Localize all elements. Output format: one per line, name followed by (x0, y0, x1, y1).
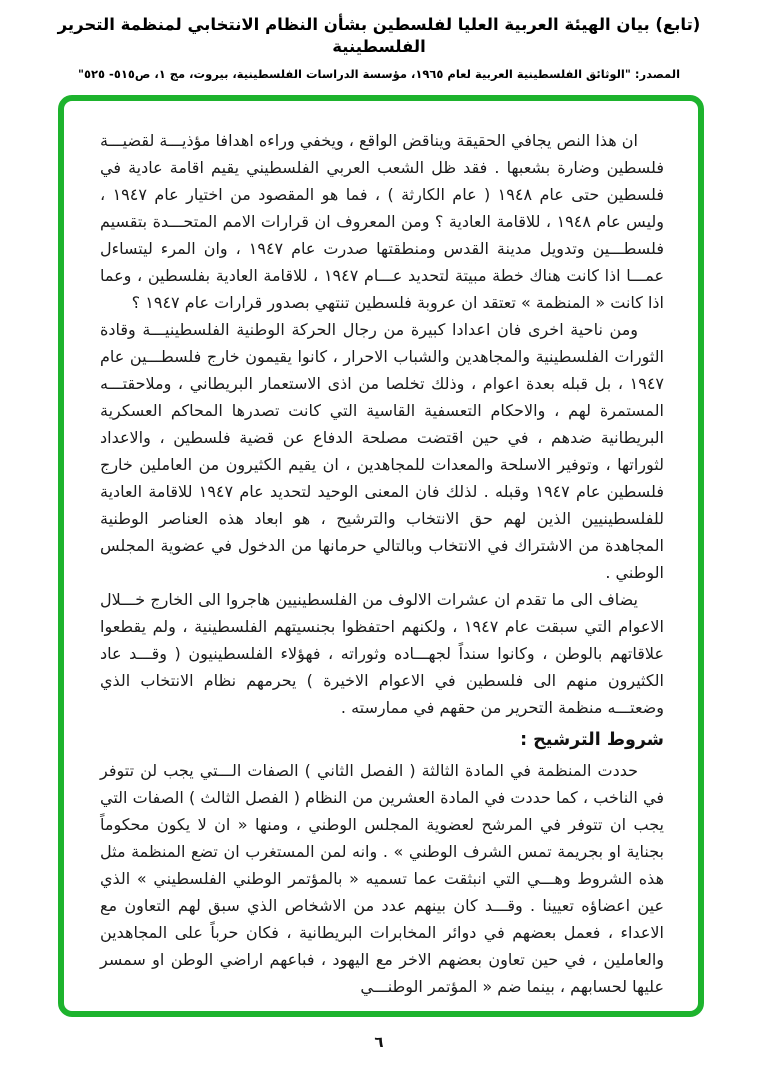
document-source-line: المصدر: "الوثائق الفلسطينية العربية لعام ١٩٦٥، مؤسسة الدراسات الفلسطينية، بيروت، مج ١، ص٥١٥- ٥٢٥" (77, 67, 681, 81)
green-highlight-box (58, 95, 704, 1017)
document-header (0, 14, 758, 81)
paragraph-1: ان هذا النص يجافي الحقيقة ويناقض الواقع ، ويخفي وراءه اهدافا مؤذيـــة لقضيـــة فلسطين وضارة بشعبها . فقد ظل الشعب العربي الفلسطيني يقيم اقامة عادية في فلسطين حتى عام ١٩٤٨ ( عام الكارثة ) ، فما هو المقصود من اختيار عام ١٩٤٧ ، وليس عام ١٩٤٨ ، للاقامة العادية ؟ ومن المعروف ان قرارات الامم المتحـــدة بتقسيم فلسطـــين وتدويل مدينة القدس ومنطقتها صدرت عام ١٩٤٧ ، وان المرء ليتساءل عمـــا اذا كانت هناك خطة مبيتة لتحديد عـــام ١٩٤٧ ، للاقامة العادية بفلسطين ، وعما اذا كانت « المنظمة » تعتقد ان عروبة فلسطين تنتهي بصدور قرارات عام ١٩٤٧ ؟ (100, 131, 665, 312)
page-number: ٦ (374, 1033, 384, 1051)
paragraph-2: ومن ناحية اخرى فان اعدادا كبيرة من رجال الحركة الوطنية الفلسطينيـــة وقادة الثورات الفلسطينية والمجاهدين والشباب الاحرار ، كانوا يقيمون خارج فلسطـــين عام ١٩٤٧ ، بل قبله بعدة اعوام ، وذلك تخلصا من اذى الاستعمار البريطاني ، وملاحقتـــه المستمرة لهم ، والاحكام التعسفية القاسية التي كانت تصدرها المحاكم العسكرية البريطانية ضدهم ، في حين اقتضت مصلحة الدفاع عن قضية فلسطين ، والاعداد لثوراتها ، وتوفير الاسلحة والمعدات للمجاهدين ، ان يقيم الكثيرون من العاملين خارج فلسطين عام ١٩٤٧ وقبله . لذلك فان المعنى الوحيد لتحديد عام ١٩٤٧ للاقامة العادية للفلسطينيين الذين لهم حق الانتخاب والترشيح ، هو ابعاد هذه العناصر الوطنية المجاهدة من الاشتراك في الانتخاب وبالتالي حرمانها من الدخول في عضوية المجلس الوطني . (100, 320, 664, 582)
paragraph-3: يضاف الى ما تقدم ان عشرات الالوف من الفلسطينيين هاجروا الى الخارج خـــلال الاعوام التي سبقت عام ١٩٤٧ ، ولكنهم احتفظوا بجنسيتهم الفلسطينية ، ولم يقطعوا علاقاتهم بالوطن ، وكانوا سنداً لجهـــاده وثوراته ، فهؤلاء الفلسطينيون ( وقـــد عاد الكثيرون منهم الى فلسطين في الاعوام الاخيرة ) يحرمهم نظام الانتخاب الذي وضعتـــه منظمة التحرير من حقهم في ممارسته . (100, 590, 664, 717)
paragraph-4: حددت المنظمة في المادة الثالثة ( الفصل الثاني ) الصفات الـــتي يجب لن تتوفر في الناخب ، كما حددت في المادة العشرين من النظام ( الفصل الثالث ) الصفات التي يجب ان تتوفر في المرشح لعضوية المجلس الوطني ، ومنها « ان لا يكون محكوماً بجناية او بجريمة تمس الشرف الوطني » . وانه لمن المستغرب ان تضع المنظمة مثل هذه الشروط وهـــي التي انبثقت عما تسميه « بالمؤتمر الوطني الفلسطيني » الذي عين اعضاؤه تعيينا . وقـــد كان بينهم عدد من الاشخاص الذي سبق لهم التعاون مع الاعداء ، فعمل بعضهم في دوائر المخابرات البريطانية ، فكان حرباً على المجاهدين والعاملين ، في حين تعاون بعضهم الاخر مع اليهود ، فباعهم اراضي الوطن او سمسر عليها لحسابهم ، بينما ضم « المؤتمر الوطنـــي (100, 761, 664, 996)
document-title: (تابع) بيان الهيئة العربية العليا لفلسطين بشأن النظام الانتخابي لمنظمة التحرير الفلسطينية (57, 15, 701, 56)
section-heading-candidacy-conditions: شروط الترشيح : (520, 730, 664, 750)
